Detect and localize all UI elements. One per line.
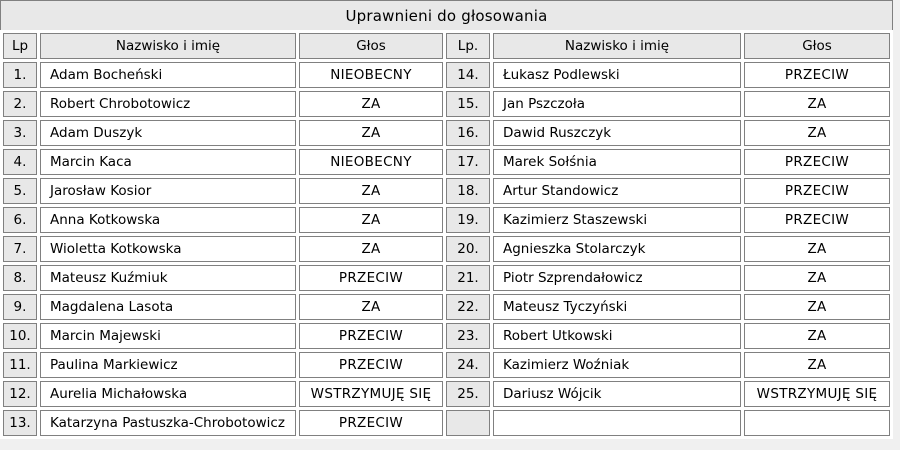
voting-table-body: [3, 62, 890, 436]
table-row: [3, 178, 890, 204]
lp-cell: 6.: [3, 207, 37, 233]
name-cell: Marcin Majewski: [40, 323, 296, 349]
lp-cell: 11.: [3, 352, 37, 378]
lp-cell: 12.: [3, 381, 37, 407]
name-cell: Wioletta Kotkowska: [40, 236, 296, 262]
name-cell: Anna Kotkowska: [40, 207, 296, 233]
vote-cell: WSTRZYMUJĘ SIĘ: [744, 381, 890, 407]
voting-table-header: [3, 33, 890, 59]
name-cell: Magdalena Lasota: [40, 294, 296, 320]
vote-cell: PRZECIW: [299, 323, 443, 349]
lp-cell: 25.: [446, 381, 490, 407]
vote-cell: NIEOBECNY: [299, 62, 443, 88]
lp-cell: 10.: [3, 323, 37, 349]
name-cell: Marcin Kaca: [40, 149, 296, 175]
vote-cell: ZA: [744, 294, 890, 320]
table-row: [3, 294, 890, 320]
table-row: [3, 410, 890, 436]
lp-cell: 2.: [3, 91, 37, 117]
vote-cell: ZA: [299, 120, 443, 146]
lp-cell: 7.: [3, 236, 37, 262]
name-cell: Jan Pszczoła: [493, 91, 741, 117]
name-cell: Piotr Szprendałowicz: [493, 265, 741, 291]
vote-cell: [744, 410, 890, 436]
table-row: [3, 207, 890, 233]
lp-cell: 8.: [3, 265, 37, 291]
vote-cell: WSTRZYMUJĘ SIĘ: [299, 381, 443, 407]
lp-cell: 14.: [446, 62, 490, 88]
table-row: [3, 91, 890, 117]
lp-cell: 21.: [446, 265, 490, 291]
col-header-name-right: Nazwisko i imię: [493, 33, 741, 59]
vote-cell: PRZECIW: [744, 178, 890, 204]
lp-cell: 9.: [3, 294, 37, 320]
col-header-lp-right: Lp.: [446, 33, 490, 59]
voting-table: [0, 30, 893, 439]
vote-cell: ZA: [744, 352, 890, 378]
name-cell: [493, 410, 741, 436]
lp-cell: 13.: [3, 410, 37, 436]
table-row: [3, 236, 890, 262]
title-bar: [0, 0, 893, 31]
vote-cell: ZA: [299, 91, 443, 117]
table-row: [3, 352, 890, 378]
table-row: [3, 120, 890, 146]
name-cell: Jarosław Kosior: [40, 178, 296, 204]
vote-cell: PRZECIW: [744, 149, 890, 175]
name-cell: Mateusz Tyczyński: [493, 294, 741, 320]
name-cell: Paulina Markiewicz: [40, 352, 296, 378]
lp-cell: 15.: [446, 91, 490, 117]
lp-cell: [446, 410, 490, 436]
name-cell: Artur Standowicz: [493, 178, 741, 204]
lp-cell: 16.: [446, 120, 490, 146]
vote-cell: PRZECIW: [299, 265, 443, 291]
table-row: [3, 265, 890, 291]
col-header-vote-left: Głos: [299, 33, 443, 59]
name-cell: Kazimierz Woźniak: [493, 352, 741, 378]
lp-cell: 20.: [446, 236, 490, 262]
name-cell: Agnieszka Stolarczyk: [493, 236, 741, 262]
vote-cell: PRZECIW: [744, 62, 890, 88]
vote-cell: PRZECIW: [299, 352, 443, 378]
header-row: [3, 33, 890, 59]
vote-cell: ZA: [299, 294, 443, 320]
table-row: [3, 62, 890, 88]
name-cell: Robert Chrobotowicz: [40, 91, 296, 117]
vote-cell: ZA: [744, 236, 890, 262]
name-cell: Dawid Ruszczyk: [493, 120, 741, 146]
vote-cell: ZA: [744, 323, 890, 349]
lp-cell: 24.: [446, 352, 490, 378]
name-cell: Dariusz Wójcik: [493, 381, 741, 407]
vote-cell: ZA: [299, 236, 443, 262]
lp-cell: 4.: [3, 149, 37, 175]
name-cell: Aurelia Michałowska: [40, 381, 296, 407]
table-row: [3, 323, 890, 349]
vote-cell: ZA: [299, 207, 443, 233]
lp-cell: 3.: [3, 120, 37, 146]
name-cell: Katarzyna Pastuszka-Chrobotowicz: [40, 410, 296, 436]
vote-cell: PRZECIW: [299, 410, 443, 436]
lp-cell: 22.: [446, 294, 490, 320]
name-cell: Łukasz Podlewski: [493, 62, 741, 88]
name-cell: Mateusz Kuźmiuk: [40, 265, 296, 291]
vote-cell: ZA: [744, 120, 890, 146]
name-cell: Marek Sołśnia: [493, 149, 741, 175]
vote-cell: NIEOBECNY: [299, 149, 443, 175]
name-cell: Adam Duszyk: [40, 120, 296, 146]
name-cell: Adam Bocheński: [40, 62, 296, 88]
lp-cell: 19.: [446, 207, 490, 233]
name-cell: Robert Utkowski: [493, 323, 741, 349]
vote-cell: ZA: [744, 265, 890, 291]
col-header-lp-left: Lp: [3, 33, 37, 59]
lp-cell: 1.: [3, 62, 37, 88]
page-title: Uprawnieni do głosowania: [345, 6, 548, 25]
lp-cell: 17.: [446, 149, 490, 175]
vote-cell: PRZECIW: [744, 207, 890, 233]
table-row: [3, 149, 890, 175]
col-header-name-left: Nazwisko i imię: [40, 33, 296, 59]
name-cell: Kazimierz Staszewski: [493, 207, 741, 233]
vote-cell: ZA: [744, 91, 890, 117]
lp-cell: 18.: [446, 178, 490, 204]
lp-cell: 23.: [446, 323, 490, 349]
col-header-vote-right: Głos: [744, 33, 890, 59]
table-row: [3, 381, 890, 407]
lp-cell: 5.: [3, 178, 37, 204]
vote-cell: ZA: [299, 178, 443, 204]
